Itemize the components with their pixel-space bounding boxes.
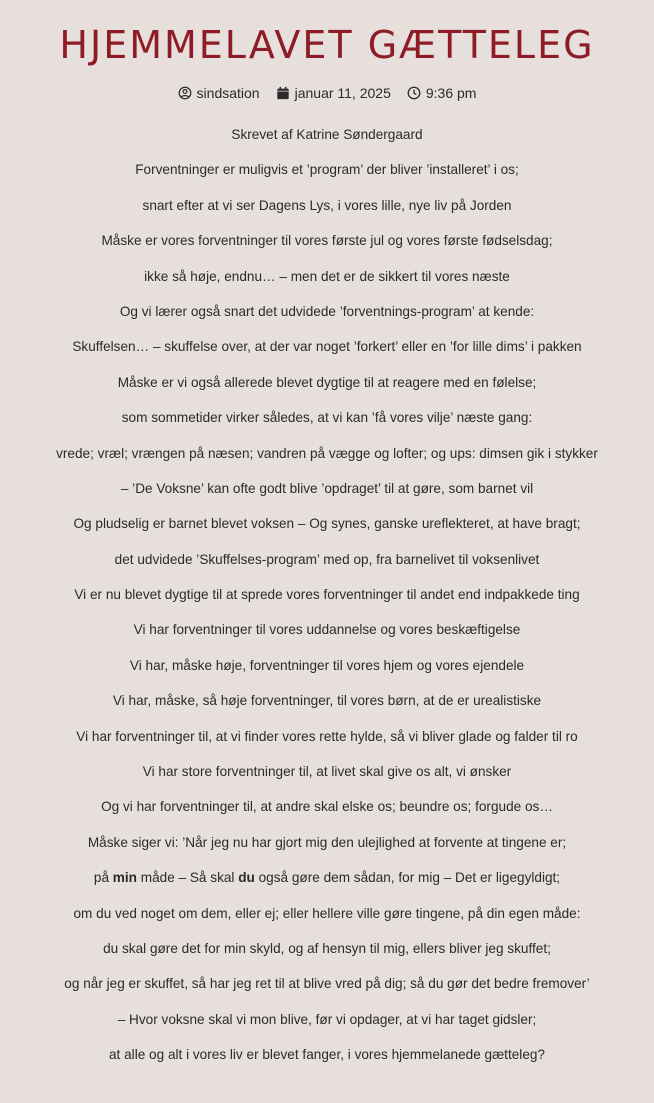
- emphasis-min: min: [112, 870, 137, 886]
- line-text: på: [93, 870, 113, 886]
- line-text: måde – Så skal: [136, 870, 239, 886]
- line-text: også gøre dem sådan, for mig – Det er ligegyldigt;: [254, 870, 561, 886]
- poem-line: Skuffelsen… – skuffelse over, at der var noget ’forkert’ eller en ’for lille dims’ i pakken: [72, 339, 582, 355]
- post-time: 9:36 pm: [425, 85, 477, 101]
- poem-line: ikke så høje, endnu… – men det er de sikkert til vores næste: [144, 268, 510, 284]
- date-link[interactable]: [276, 85, 391, 101]
- clock-icon: [407, 86, 421, 100]
- poem-line: Forventninger er muligvis et ’program’ der bliver ’installeret’ i os;: [135, 162, 519, 178]
- poem-line: Skrevet af Katrine Søndergaard: [231, 127, 423, 142]
- poem-line: Og vi lærer også snart det udvidede ’forventnings-program’ at kende:: [119, 303, 535, 319]
- poem-line: Vi har forventninger til, at vi finder vores rette hylde, så vi bliver glade og falder til ro: [76, 728, 578, 744]
- poem-line: Måske er vi også allerede blevet dygtige til at reagere med en følelse;: [117, 374, 537, 390]
- poem-line: vrede; vræl; vrængen på næsen; vandren på vægge og lofter; og ups: dimsen gik i stykker: [56, 445, 598, 461]
- post-content: [0, 124, 654, 1080]
- poem-line: det udvidede ’Skuffelses-program’ med op, fra barnelivet til voksenlivet: [114, 551, 540, 567]
- post-meta: [0, 85, 654, 101]
- poem-line: Og pludselig er barnet blevet voksen – Og synes, ganske ureflekteret, at have bragt;: [73, 516, 581, 532]
- user-circle-icon: [178, 86, 192, 100]
- poem-line: Vi har, måske, så høje forventninger, til vores børn, at de er urealistiske: [112, 693, 542, 709]
- poem-line: Vi har store forventninger til, at livet skal give os alt, vi ønsker: [142, 764, 512, 780]
- poem-line: – ’De Voksne’ kan ofte godt blive ’opdraget’ til at gøre, som barnet vil: [120, 480, 534, 496]
- poem-line: at alle og alt i vores liv er blevet fanger, i vores hjemmelanede gætteleg?: [109, 1047, 545, 1063]
- calendar-icon: [276, 86, 290, 100]
- poem-line: du skal gøre det for min skyld, og af hensyn til mig, ellers bliver jeg skuffet;: [103, 940, 551, 956]
- poem-line: snart efter at vi ser Dagens Lys, i vores lille, nye liv på Jorden: [142, 197, 512, 213]
- poem-line: Vi er nu blevet dygtige til at sprede vores forventninger til andet end indpakkede ting: [74, 587, 580, 603]
- author-link[interactable]: [178, 85, 260, 101]
- poem-line: Måske siger vi: ’Når jeg nu har gjort mig den ulejlighed at forvente at tingene er;: [87, 834, 567, 850]
- author-name: sindsation: [196, 85, 260, 101]
- post-time-group: [407, 85, 477, 101]
- poem-line: – Hvor voksne skal vi mon blive, før vi opdager, at vi har taget gidsler;: [117, 1011, 537, 1027]
- poem-line-emphasis: [0, 867, 654, 902]
- poem-line: Vi har, måske høje, forventninger til vores hjem og vores ejendele: [129, 657, 525, 673]
- emphasis-du: du: [238, 870, 255, 886]
- poem-line: som sommetider virker således, at vi kan ’få vores vilje’ næste gang:: [121, 410, 533, 426]
- poem-line: og når jeg er skuffet, så har jeg ret til at blive vred på dig; så du gør det bedre fremover’: [64, 976, 590, 992]
- poem-line: om du ved noget om dem, eller ej; eller hellere ville gøre tingene, på din egen måde:: [73, 905, 581, 921]
- poem-line: Og vi har forventninger til, at andre skal elske os; beundre os; forgude os…: [101, 799, 553, 815]
- post-title: HJEMMELAVET GÆTTELEG: [59, 23, 595, 67]
- poem-line: Vi har forventninger til vores uddannelse og vores beskæftigelse: [133, 622, 521, 638]
- poem-line: Måske er vores forventninger til vores første jul og vores første fødselsdag;: [101, 233, 553, 249]
- post-date: januar 11, 2025: [294, 85, 391, 101]
